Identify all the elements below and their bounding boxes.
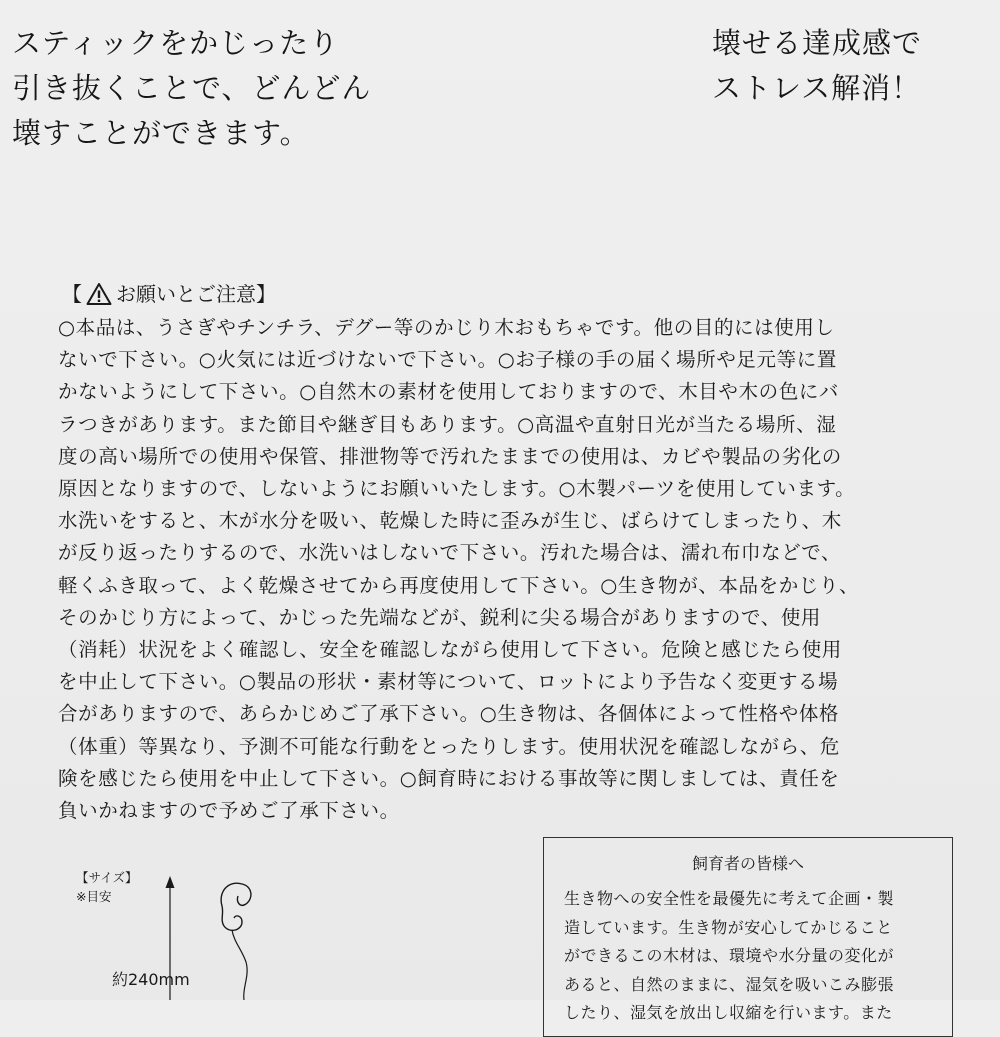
headline-right-line: 壊せる達成感で xyxy=(712,26,923,60)
notice-line: （体重）等異なり、予測不可能な行動をとったりします。使用状況を確認しながら、危 xyxy=(58,734,840,758)
keeper-line: したり、湿気を放出し収縮を行います。また xyxy=(564,1003,893,1022)
product-hook-inner xyxy=(237,884,250,905)
headline-right-line: ストレス解消！ xyxy=(712,71,922,105)
notice-line: が反り返ったりするので、水洗いはしないで下さい。汚れた場合は、濡れ布巾などで、 xyxy=(58,541,842,565)
product-wire xyxy=(232,930,247,1000)
keeper-line: ができるこの木材は、環境や水分量の変化が xyxy=(564,946,895,965)
headline-left-line: スティックをかじったり xyxy=(12,26,340,60)
headline-left-line: 引き抜くことで、どんどん xyxy=(12,71,372,105)
warning-triangle-icon xyxy=(86,282,112,306)
notice-line: 負いかねますので予めご了承下さい。 xyxy=(58,799,400,823)
notice-line: 合がありますので、あらかじめご了承下さい。○生き物は、各個体によって性格や体格 xyxy=(58,702,840,726)
notice-line: 度の高い場所での使用や保管、排泄物等で汚れたままでの使用は、カビや製品の劣化の xyxy=(58,444,842,468)
keeper-title: 飼育者の皆様へ xyxy=(691,854,804,873)
keeper-body xyxy=(564,885,944,1028)
keeper-line: あると、自然のままに、湿気を吸いこみ膨張 xyxy=(564,974,895,994)
keeper-message-box xyxy=(543,837,953,1037)
headline-left xyxy=(12,21,371,156)
notice-body xyxy=(58,312,978,827)
notice-line: ○本品は、うさぎやチンチラ、デグー等のかじり木おもちゃです。他の目的には使用し xyxy=(58,316,835,339)
keeper-line: 生き物への安全性を最優先に考えて企画・製 xyxy=(564,889,895,908)
notice-line: （消耗）状況をよく確認し、安全を確認しながら使用して下さい。危険と感じたら使用 xyxy=(58,638,842,662)
size-note: ※目安 xyxy=(76,889,112,904)
notice-line: 険を感じたら使用を中止して下さい。○飼育時における事故等に関しましては、責任を xyxy=(58,766,840,790)
product-hook-outline xyxy=(221,883,242,930)
notice-bracket-close: 】 xyxy=(256,282,276,306)
notice-line: 原因となりますので、しないようにお願いいたします。○木製パーツを使用しています。 xyxy=(58,477,856,501)
notice-line: かないようにして下さい。○自然木の素材を使用しておりますので、木目や木の色にバ xyxy=(58,380,840,404)
notice-heading xyxy=(62,277,276,311)
size-heading xyxy=(76,868,138,906)
notice-line: を中止して下さい。○製品の形状・素材等について、ロットにより予告なく変更する場 xyxy=(58,670,839,694)
notice-title: お願いとご注意 xyxy=(116,282,256,306)
headline-right xyxy=(712,21,922,111)
notice-line: そのかじり方によって、かじった先端などが、鋭利に尖る場合がありますので、使用 xyxy=(58,605,822,629)
notice-line: 軽くふき取って、よく乾燥させてから再度使用して下さい。○生き物が、本品をかじり、 xyxy=(58,573,860,597)
size-length: 約240mm xyxy=(112,970,190,989)
notice-line: 水洗いをすると、木が水分を吸い、乾燥した時に歪みが生じ、ばらけてしまったり、木 xyxy=(58,509,842,533)
size-label: 【サイズ】 xyxy=(76,870,138,885)
keeper-line: 造しています。生き物が安心してかじること xyxy=(564,917,893,937)
notice-line: ないで下さい。○火気には近づけないで下さい。○お子様の手の届く場所や足元等に置 xyxy=(58,348,837,372)
notice-bracket-open: 【 xyxy=(62,282,82,306)
notice-line: ラつきがあります。また節目や継ぎ目もあります。○高温や直射日光が当たる場所、湿 xyxy=(58,412,837,436)
dimension-arrow-head xyxy=(166,876,175,888)
headline-left-line: 壊すことができます。 xyxy=(12,116,310,150)
